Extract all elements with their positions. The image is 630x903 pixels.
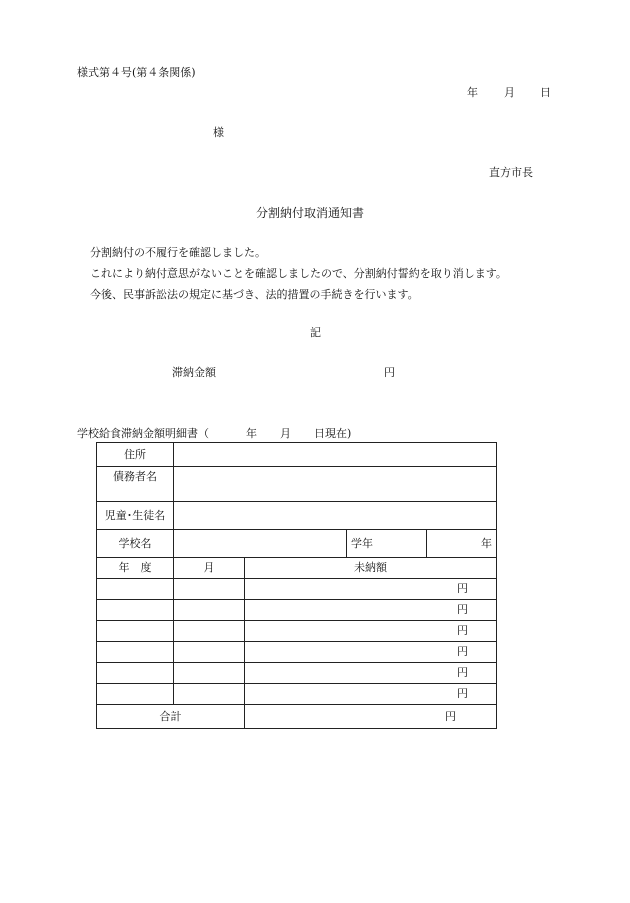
row-month: [174, 684, 245, 705]
addressee-suffix: 様: [213, 126, 224, 139]
table-row: [97, 684, 497, 705]
table-row: [97, 642, 497, 663]
total-label: 合計: [97, 705, 245, 729]
date-month-label: 月: [504, 86, 515, 99]
statement-table: [96, 442, 497, 729]
row-fiscal-year: [97, 579, 174, 600]
student-value: [174, 502, 497, 530]
debtor-value: [174, 467, 497, 502]
body-line-3: 今後、民事訴訟法の規定に基づき、法的措置の手続きを行います。: [90, 288, 419, 301]
col-month: 月: [174, 558, 245, 579]
row-month: [174, 579, 245, 600]
date-day-label: 日: [540, 86, 551, 99]
body-line-2: これにより納付意思がないことを確認しましたので、分割納付誓約を取り消します。: [90, 267, 507, 280]
ki-label: 記: [310, 326, 321, 339]
school-row: [97, 530, 497, 558]
date-year-label: 年: [467, 86, 478, 99]
row-fiscal-year: [97, 684, 174, 705]
form-number: 様式第４号(第４条関係): [77, 66, 196, 79]
statement-year-label: 年: [246, 427, 257, 440]
table-row: [97, 600, 497, 621]
debtor-label: 債務者名: [97, 467, 174, 502]
statement-title-prefix: 学校給食滞納金額明細書（: [77, 427, 209, 440]
sender-name: 直方市長: [489, 166, 533, 179]
row-unpaid-unit: 円: [245, 600, 497, 621]
grade-unit: 年: [427, 530, 497, 558]
row-unpaid-unit: 円: [245, 684, 497, 705]
student-label: 児童･生徒名: [97, 502, 174, 530]
table-row: [97, 621, 497, 642]
col-unpaid-amount: 未納額: [245, 558, 497, 579]
row-fiscal-year: [97, 621, 174, 642]
row-unpaid-unit: 円: [245, 642, 497, 663]
table-row: [97, 579, 497, 600]
arrears-amount-unit: 円: [384, 366, 395, 379]
col-fiscal-year: 年 度: [97, 558, 174, 579]
column-header-row: [97, 558, 497, 579]
school-value: [174, 530, 347, 558]
total-row: [97, 705, 497, 729]
row-month: [174, 600, 245, 621]
row-unpaid-unit: 円: [245, 579, 497, 600]
document-title: 分割納付取消通知書: [256, 206, 365, 220]
row-unpaid-unit: 円: [245, 621, 497, 642]
statement-title: [77, 427, 351, 441]
row-month: [174, 663, 245, 684]
total-unit: 円: [245, 705, 497, 729]
address-row: [97, 443, 497, 467]
address-label: 住所: [97, 443, 174, 467]
student-row: [97, 502, 497, 530]
row-fiscal-year: [97, 663, 174, 684]
arrears-amount-label: 滞納金額: [172, 366, 216, 379]
school-label: 学校名: [97, 530, 174, 558]
row-unpaid-unit: 円: [245, 663, 497, 684]
row-month: [174, 642, 245, 663]
address-value: [174, 443, 497, 467]
grade-label: 学年: [347, 530, 427, 558]
statement-day-label: 日現在): [314, 427, 352, 440]
row-month: [174, 621, 245, 642]
table-row: [97, 663, 497, 684]
row-fiscal-year: [97, 642, 174, 663]
body-line-1: 分割納付の不履行を確認しました。: [90, 246, 266, 259]
statement-month-label: 月: [280, 427, 291, 440]
row-fiscal-year: [97, 600, 174, 621]
debtor-row: [97, 467, 497, 502]
